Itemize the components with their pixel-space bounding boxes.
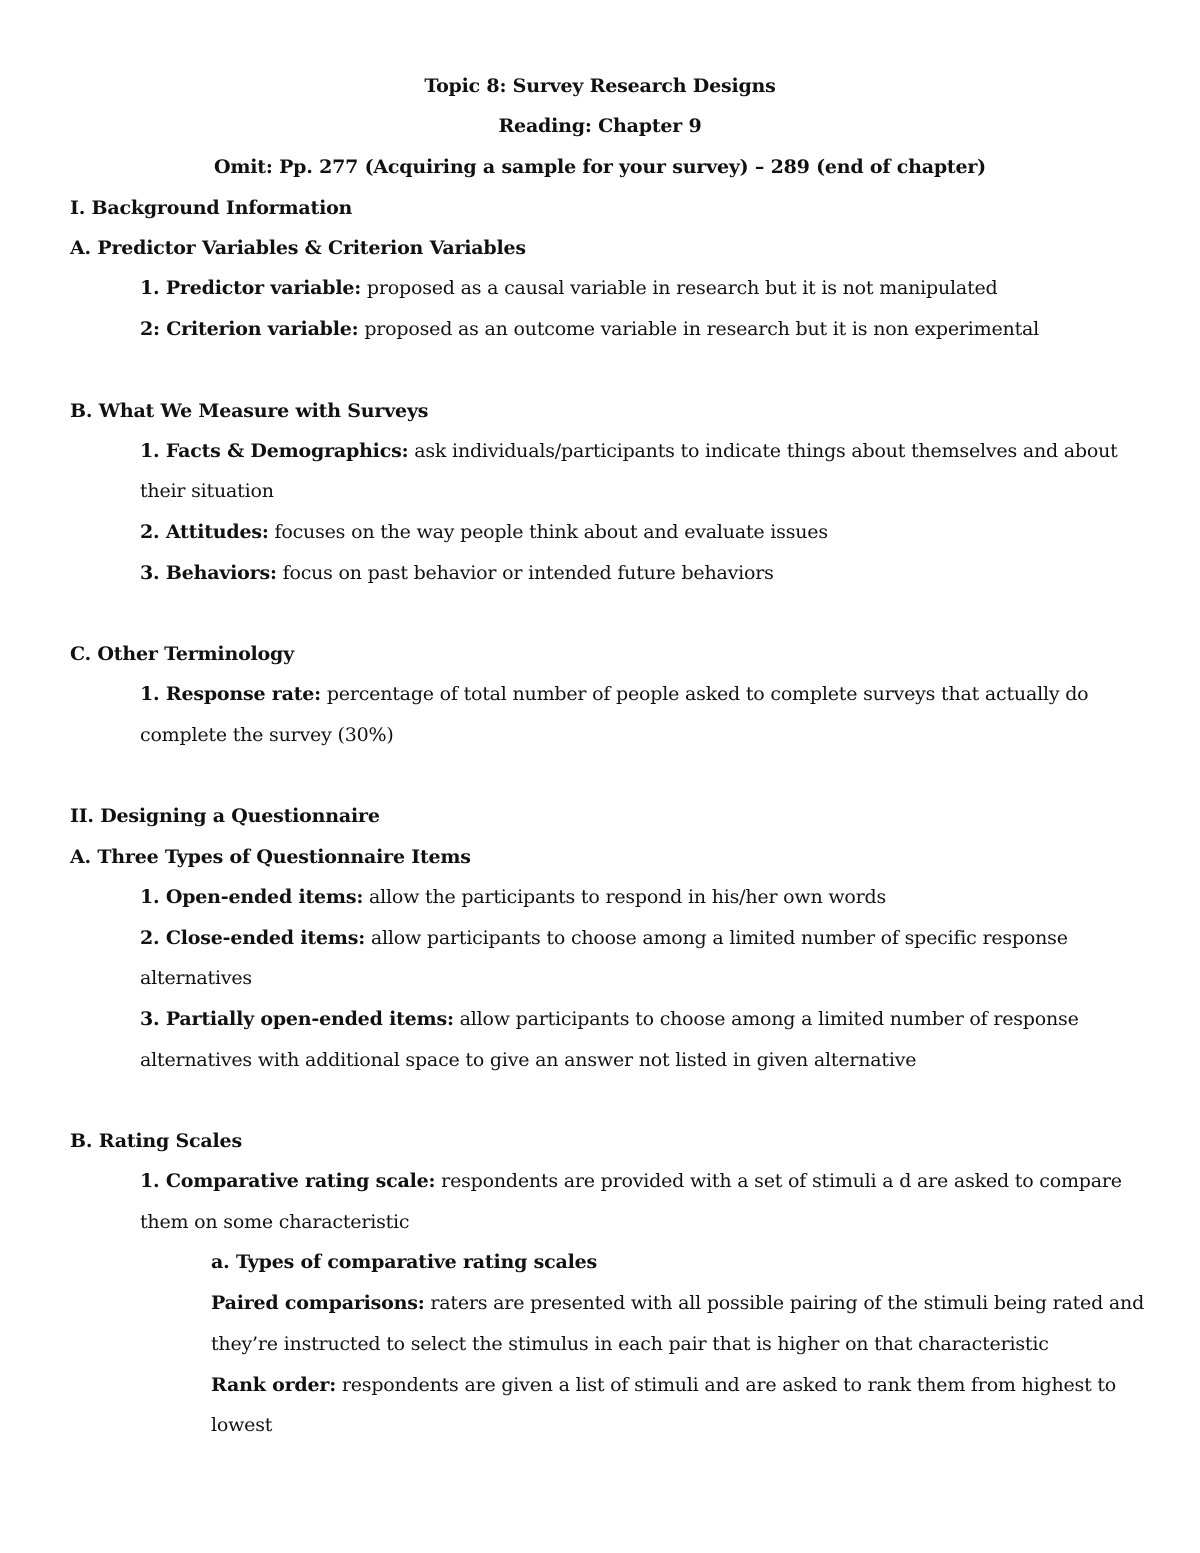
term: 1. Open-ended items: [140, 886, 364, 908]
definition: respondents are given a list of stimuli and are asked to rank them from highest to [336, 1374, 1117, 1396]
definition: allow participants to choose among a limited number of specific response [365, 927, 1068, 949]
definition: respondents are provided with a set of stimuli a d are asked to compare [435, 1170, 1122, 1192]
sub-subsection-heading: a. Types of comparative rating scales [211, 1251, 597, 1273]
list-item-continuation: alternatives [140, 967, 252, 989]
list-item-continuation: their situation [140, 480, 274, 502]
definition: allow the participants to respond in his/her own words [363, 886, 887, 908]
list-item [140, 560, 774, 586]
definition: ask individuals/participants to indicate things about themselves and about [408, 440, 1118, 462]
definition: focus on past behavior or intended future behaviors [276, 562, 774, 584]
list-item [140, 884, 886, 910]
list-item [140, 519, 828, 545]
term: Rank order: [211, 1374, 337, 1396]
term: 1. Predictor variable: [140, 277, 362, 299]
subsection-heading: C. Other Terminology [70, 643, 294, 665]
subsection-heading: B. Rating Scales [70, 1130, 242, 1152]
list-item [140, 1006, 1079, 1032]
list-item [140, 1168, 1122, 1194]
term: 2: Criterion variable: [140, 318, 359, 340]
term: 3. Behaviors: [140, 562, 277, 584]
list-item [211, 1372, 1116, 1398]
list-item-continuation: alternatives with additional space to give an answer not listed in given alternative [140, 1049, 917, 1071]
reading-line: Reading: Chapter 9 [498, 115, 702, 137]
term: Paired comparisons: [211, 1292, 425, 1314]
section-heading: I. Background Information [70, 197, 353, 219]
list-item [140, 275, 998, 301]
definition: focuses on the way people think about and evaluate issues [268, 521, 828, 543]
term: 1. Response rate: [140, 683, 321, 705]
term: 2. Attitudes: [140, 521, 269, 543]
omit-line: Omit: Pp. 277 (Acquiring a sample for your survey) – 289 (end of chapter) [214, 156, 986, 178]
list-item [140, 925, 1068, 951]
definition: percentage of total number of people asked to complete surveys that actually do [321, 683, 1089, 705]
definition: proposed as an outcome variable in research but it is non experimental [358, 318, 1040, 340]
definition: proposed as a causal variable in research but it is not manipulated [361, 277, 998, 299]
definition: raters are presented with all possible pairing of the stimuli being rated and [424, 1292, 1145, 1314]
definition: allow participants to choose among a limited number of response [453, 1008, 1079, 1030]
section-heading: II. Designing a Questionnaire [70, 805, 380, 827]
term: 3. Partially open-ended items: [140, 1008, 454, 1030]
list-item-continuation: lowest [211, 1414, 273, 1436]
list-item-continuation: them on some characteristic [140, 1211, 410, 1233]
subsection-heading: A. Three Types of Questionnaire Items [70, 846, 471, 868]
subsection-heading: B. What We Measure with Surveys [70, 400, 429, 422]
list-item-continuation: they’re instructed to select the stimulus in each pair that is higher on that characteristic [211, 1333, 1049, 1355]
list-item [211, 1290, 1144, 1316]
list-item [140, 438, 1118, 464]
term: 2. Close-ended items: [140, 927, 366, 949]
term: 1. Facts & Demographics: [140, 440, 409, 462]
list-item-continuation: complete the survey (30%) [140, 724, 394, 746]
subsection-heading: A. Predictor Variables & Criterion Variables [70, 237, 526, 259]
document-title: Topic 8: Survey Research Designs [424, 75, 776, 97]
list-item [140, 681, 1088, 707]
list-item [140, 316, 1039, 342]
term: 1. Comparative rating scale: [140, 1170, 436, 1192]
